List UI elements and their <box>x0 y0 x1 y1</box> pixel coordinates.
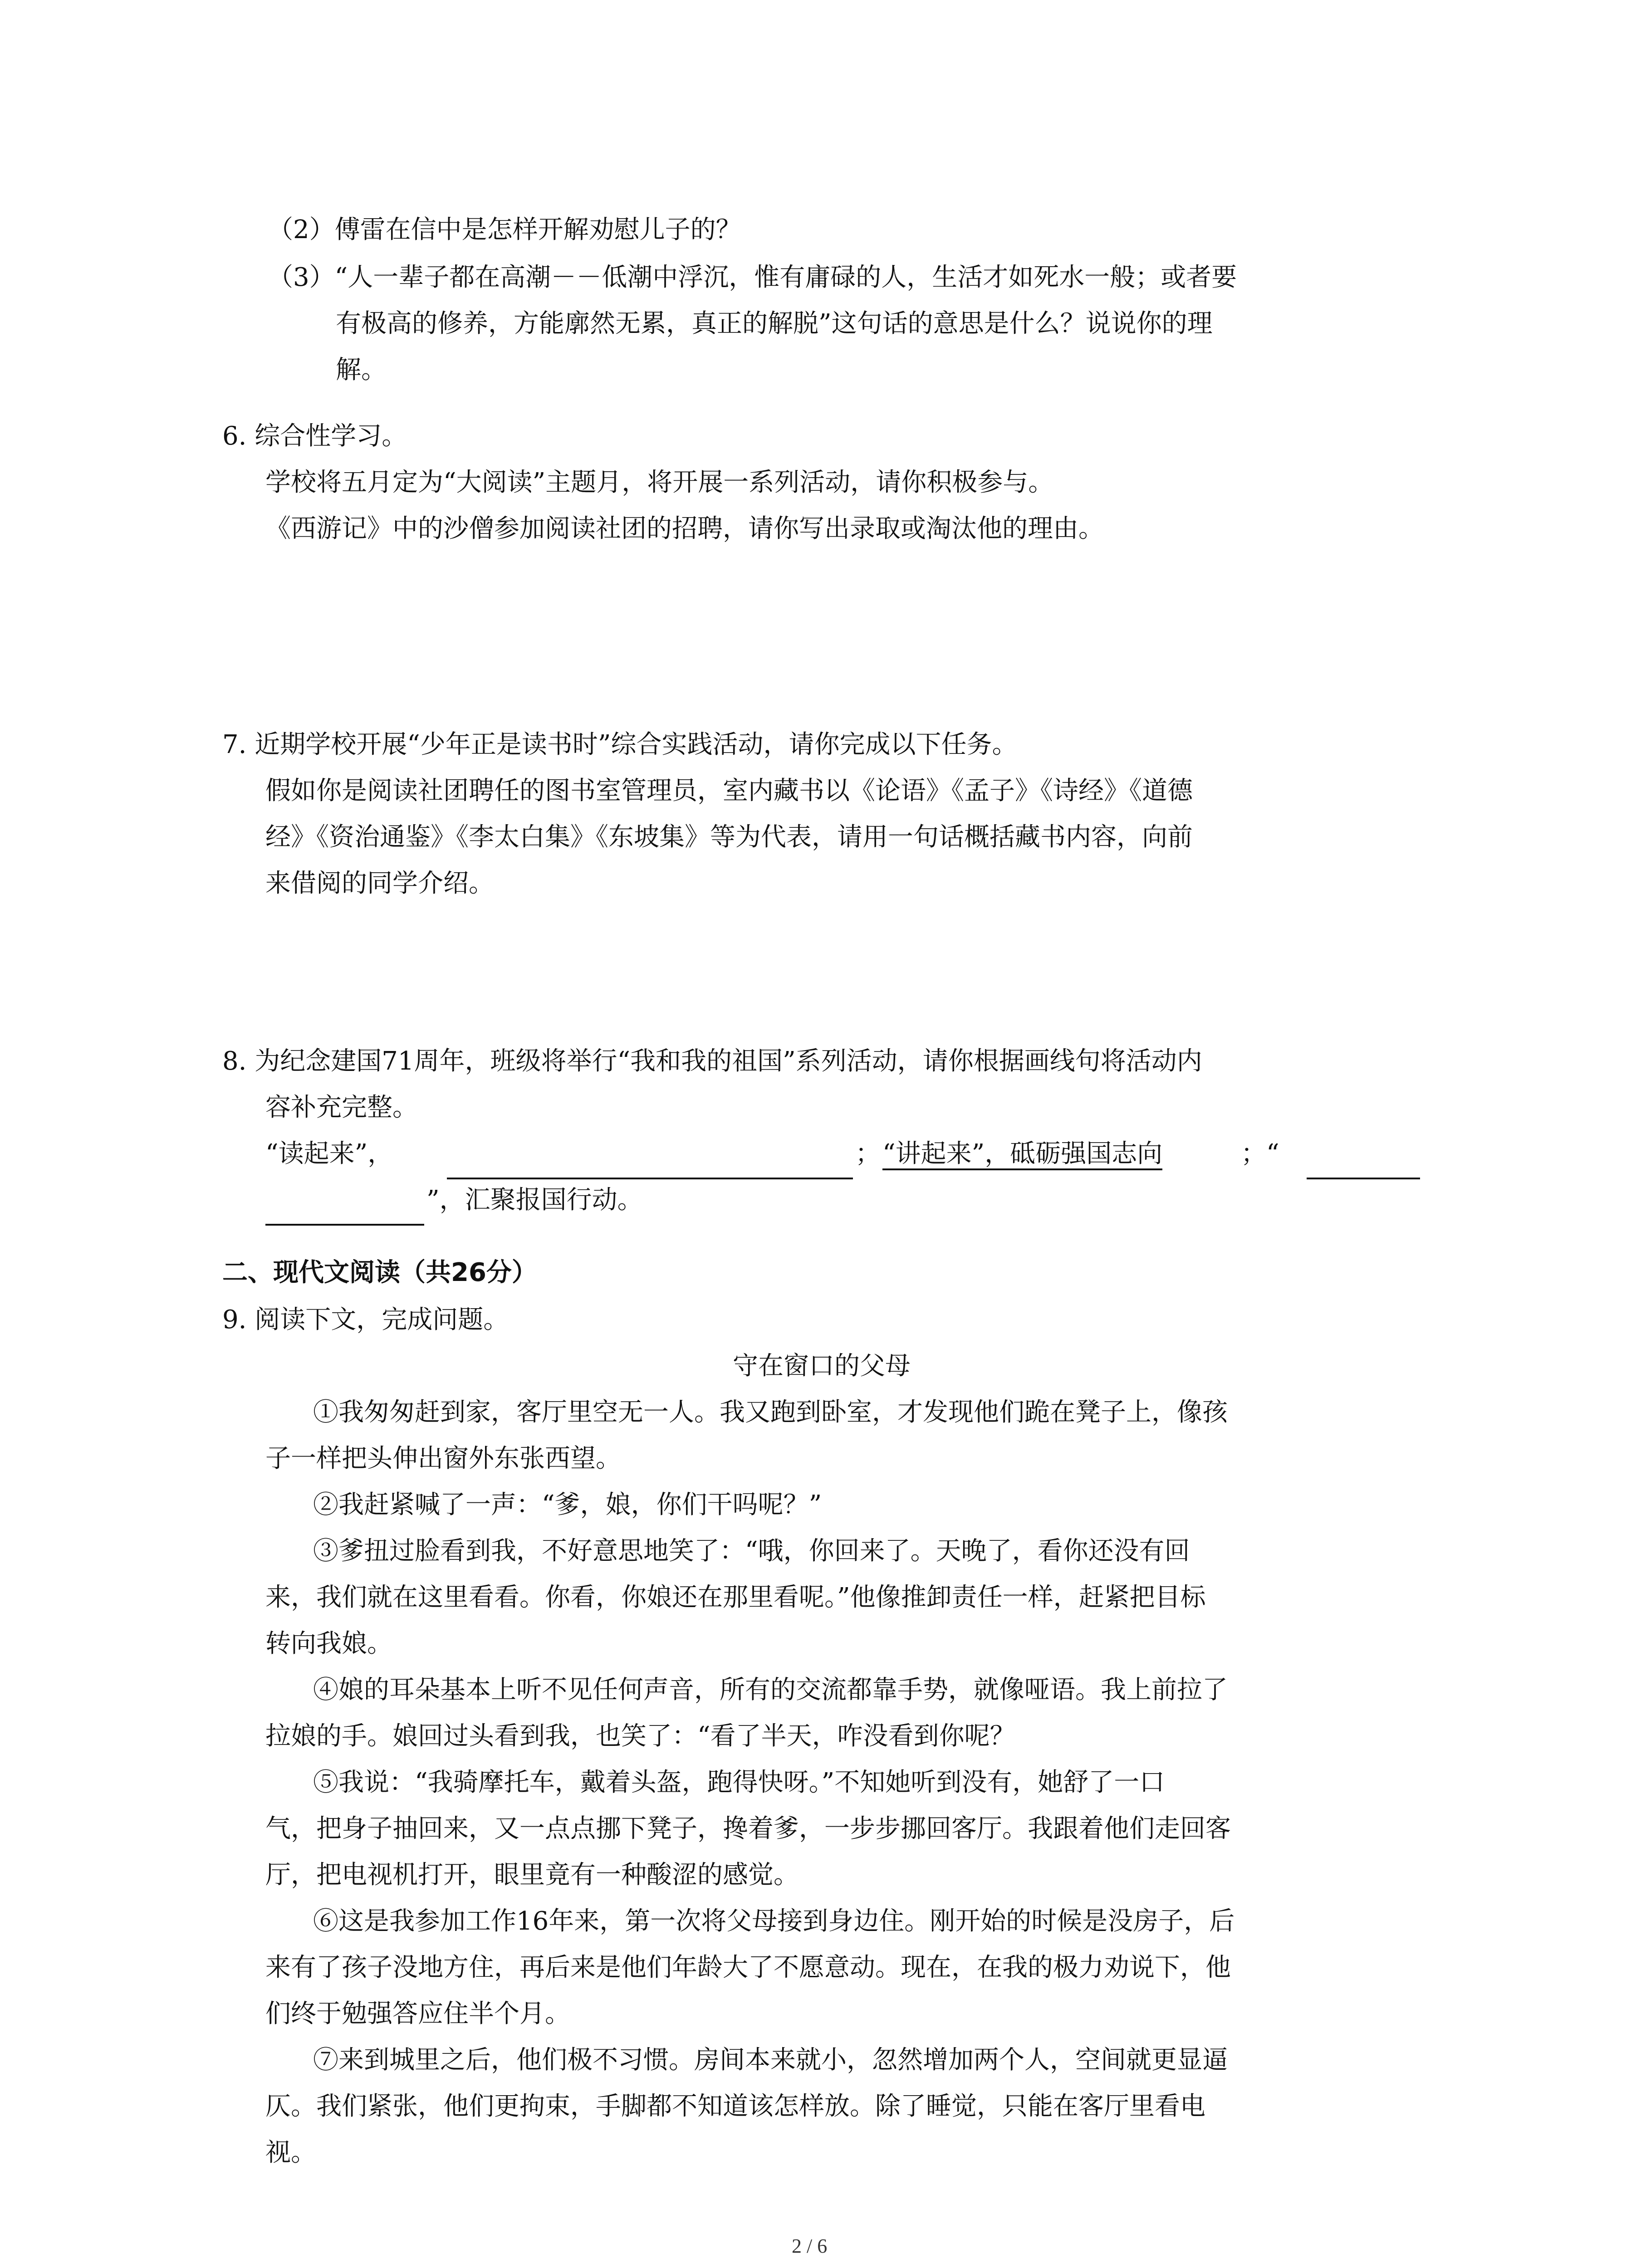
article-line: 拉娘的手。娘回过头看到我，也笑了：“看了半天，咋没看到你呢？ <box>265 1721 1015 1751</box>
q5-subquestion-3-line2: 有极高的修养，方能廓然无累，真正的解脱”这句话的意思是什么？说说你的理 <box>336 309 1213 338</box>
q8-answer-blank-2b[interactable] <box>265 1224 424 1226</box>
article-line: 们终于勉强答应住半个月。 <box>265 1999 570 2028</box>
article-line: ⑤我说：“我骑摩托车，戴着头盔，跑得快呀。”不知她听到没有，她舒了一口 <box>313 1768 1165 1797</box>
q6-line2: 《西游记》中的沙僧参加阅读社团的招聘，请你写出录取或淘汰他的理由。 <box>265 514 1104 543</box>
article-line: ①我匆匆赶到家，客厅里空无一人。我又跑到卧室，才发现他们跪在凳子上，像孩 <box>313 1398 1228 1427</box>
article-line: ③爹扭过脸看到我，不好意思地笑了：“哦，你回来了。天晚了，看你还没有回 <box>313 1536 1190 1566</box>
q8-quote-open: ；“ <box>1241 1139 1279 1168</box>
q7-line1: 假如你是阅读社团聘任的图书室管理员，室内藏书以《论语》《孟子》《诗经》《道德 <box>265 776 1193 806</box>
q8-title: 8. 为纪念建国71周年，班级将举行“我和我的祖国”系列活动，请你根据画线句将活动内 <box>222 1046 1202 1076</box>
article-line: 气，把身子抽回来，又一点点挪下凳子，搀着爹，一步步挪回客厅。我跟着他们走回客 <box>265 1814 1231 1843</box>
page-number: 2 / 6 <box>792 2235 828 2257</box>
q8-answer-blank-2a[interactable] <box>1307 1178 1420 1179</box>
article-title: 守在窗口的父母 <box>733 1351 911 1381</box>
q8-activity-read: “读起来”， <box>265 1139 393 1168</box>
section-heading: 二、现代文阅读（共26分） <box>222 1258 537 1287</box>
q8-underlined-sentence: “讲起来”，砥砺强国志向 <box>882 1141 1162 1170</box>
article-line: 来，我们就在这里看看。你看，你娘还在那里看呢。”他像推卸责任一样，赶紧把目标 <box>265 1583 1206 1612</box>
article-line: ⑥这是我参加工作16年来，第一次将父母接到身边住。刚开始的时候是没房子，后 <box>313 1906 1235 1936</box>
q8-semicolon: ； <box>855 1139 881 1168</box>
article-line: ④娘的耳朵基本上听不见任何声音，所有的交流都靠手势，就像哑语。我上前拉了 <box>313 1675 1228 1705</box>
q7-line3: 来借阅的同学介绍。 <box>265 869 494 898</box>
article-line: 转向我娘。 <box>265 1629 392 1658</box>
q7-title: 7. 近期学校开展“少年正是读书时”综合实践活动，请你完成以下任务。 <box>222 730 1018 759</box>
q7-line2: 经》《资治通鉴》《李太白集》《东坡集》等为代表，请用一句话概括藏书内容，向前 <box>265 822 1193 852</box>
article-line: ②我赶紧喊了一声：“爹，娘，你们干吗呢？” <box>313 1490 822 1520</box>
article-line: 来有了孩子没地方住，再后来是他们年龄大了不愿意动。现在，在我的极力劝说下，他 <box>265 1953 1231 1982</box>
q5-subquestion-3-line3: 解。 <box>336 355 387 385</box>
article-line: 视。 <box>265 2138 316 2167</box>
q6-title: 6. 综合性学习。 <box>222 421 407 451</box>
q5-subquestion-2: （2）傅雷在信中是怎样开解劝慰儿子的？ <box>268 215 741 244</box>
q8-line1: 容补充完整。 <box>265 1093 418 1122</box>
q8-activity-act: ”，汇聚报国行动。 <box>426 1185 643 1215</box>
q8-answer-blank-1[interactable] <box>447 1178 853 1179</box>
q6-line1: 学校将五月定为“大阅读”主题月，将开展一系列活动，请你积极参与。 <box>265 468 1054 497</box>
article-line: 子一样把头伸出窗外东张西望。 <box>265 1444 621 1473</box>
article-line: 厅，把电视机打开，眼里竟有一种酸涩的感觉。 <box>265 1860 799 1890</box>
q9-title: 9. 阅读下文，完成问题。 <box>222 1305 509 1334</box>
q5-subquestion-3: （3）“人一辈子都在高潮－－低潮中浮沉，惟有庸碌的人，生活才如死水一般；或者要 <box>268 263 1237 292</box>
article-line: 仄。我们紧张，他们更拘束，手脚都不知道该怎样放。除了睡觉，只能在客厅里看电 <box>265 2092 1205 2121</box>
article-line: ⑦来到城里之后，他们极不习惯。房间本来就小，忽然增加两个人，空间就更显逼 <box>313 2045 1228 2075</box>
